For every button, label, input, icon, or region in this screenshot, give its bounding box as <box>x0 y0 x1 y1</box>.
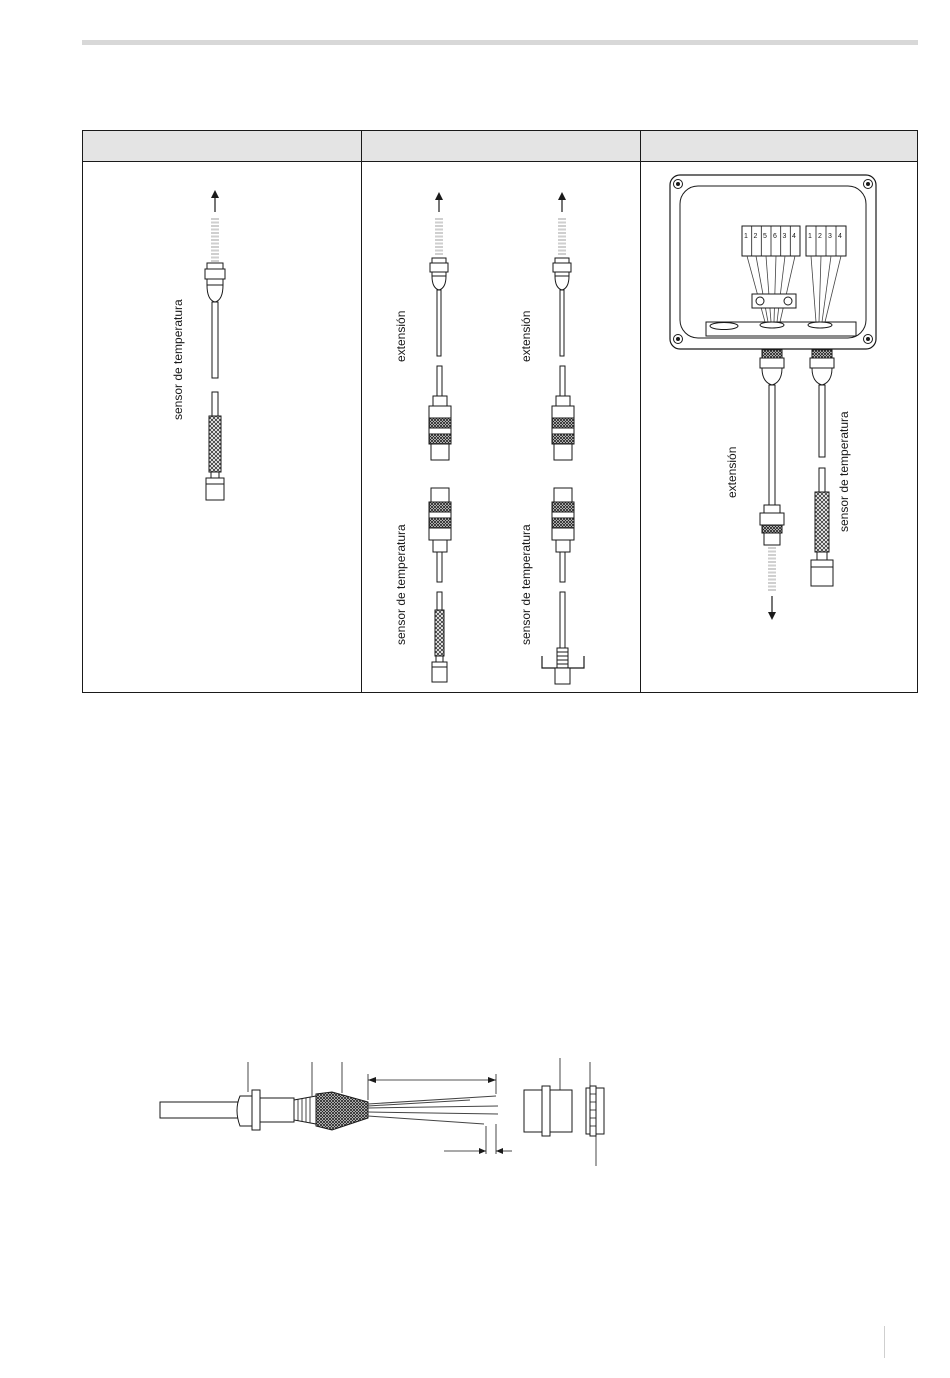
svg-text:1: 1 <box>744 233 748 240</box>
svg-text:5: 5 <box>763 233 767 240</box>
col3-sensor-label: sensor de temperatura <box>837 411 851 532</box>
col2-left-extension-label: extensión <box>394 310 408 362</box>
col3-extension-label: extensión <box>725 446 739 498</box>
col2-left-sensor-label: sensor de temperatura <box>394 524 408 645</box>
armored-cable-icon <box>209 416 221 472</box>
svg-text:4: 4 <box>792 233 796 240</box>
cable-gland-icon <box>205 263 225 302</box>
col1-sensor-label: sensor de temperatura <box>171 299 185 420</box>
junction-box-icon <box>670 175 876 349</box>
svg-text:3: 3 <box>828 233 832 240</box>
connector-plug-icon <box>552 366 574 460</box>
connector-plug-icon <box>429 366 451 460</box>
col3-sensor-cable <box>810 350 834 586</box>
svg-text:6: 6 <box>773 233 777 240</box>
col2-right-sensor <box>542 488 584 684</box>
svg-text:1: 1 <box>808 233 812 240</box>
col2-right-sensor-label: sensor de temperatura <box>519 524 533 645</box>
svg-text:2: 2 <box>818 233 822 240</box>
col2-left-extension <box>429 192 451 460</box>
col2-right-extension-label: extensión <box>519 310 533 362</box>
svg-text:4: 4 <box>838 233 842 240</box>
svg-text:2: 2 <box>753 233 758 240</box>
cable-stripping-diagram <box>160 1058 604 1166</box>
svg-text:3: 3 <box>782 233 787 240</box>
col2-left-sensor <box>429 488 451 682</box>
page-margin-rule <box>884 1326 885 1358</box>
col2-right-extension <box>552 192 574 460</box>
col3-extension-cable <box>760 350 784 620</box>
col1-sensor-assembly <box>205 190 225 500</box>
